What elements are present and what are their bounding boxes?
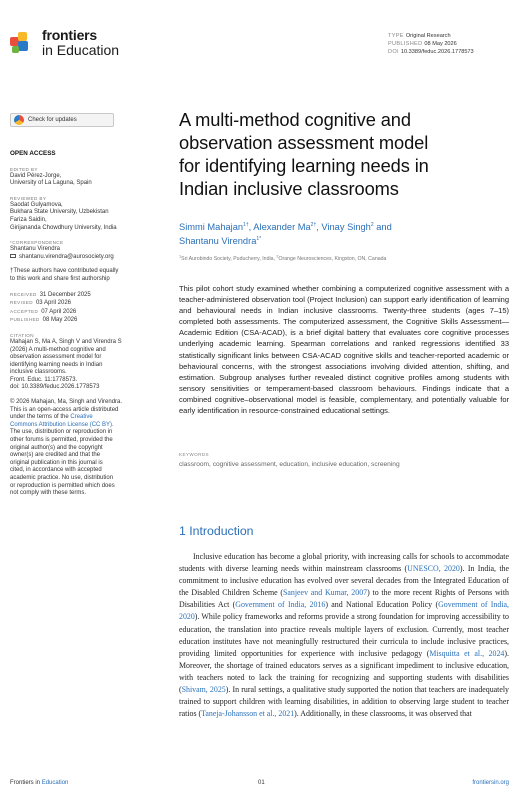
note-line: †These authors have contributed equally: [10, 268, 119, 275]
license-link[interactable]: Creative: [70, 414, 93, 421]
editor-line: University of La Laguna, Spain: [10, 180, 92, 187]
text-run: ). Moreover, the shortage of trained educators serves as a significant impediment to inclusive education, with teachers noted to lack the training for recognizing and supporting students with disabilities (: [179, 648, 509, 695]
check-updates-icon: [14, 115, 24, 125]
intro-paragraph: [179, 551, 509, 720]
title-line: observation assessment model: [179, 132, 429, 153]
title-line: A multi-method cognitive and: [179, 109, 411, 130]
citation-link[interactable]: Government of India, 2016: [235, 600, 326, 610]
citation-link[interactable]: Shivam, 2025: [181, 685, 226, 695]
text-run: ). Additionally, in these classrooms, it was observed that: [294, 709, 472, 719]
section-heading: 1 Introduction: [179, 524, 254, 538]
citation-line: inclusive classrooms.: [10, 369, 67, 376]
license-line: academic practice. No use, distribution: [10, 475, 114, 481]
title-line: for identifying learning needs in: [179, 155, 429, 176]
edited-by-block: [10, 166, 168, 188]
correspondence-block: [10, 239, 168, 261]
citation-link[interactable]: Government of India, 2020: [179, 600, 509, 622]
article-meta: [388, 32, 474, 56]
edited-by-label: EDITED BY: [10, 166, 38, 172]
accepted-label: ACCEPTED: [10, 308, 39, 314]
affil-sup: 2: [276, 254, 279, 259]
text-run: ). While policy frameworks and reforms provide a strong foundation for improving accessibility to education, the translation into practice reveals multiple layers of exclusion. Currently, most teacher education institutes have not meaningfully restructured their curricula to include inclusive practices, providing limited opportunities for experience with inclusive pedagogy (: [179, 612, 509, 658]
citation-link[interactable]: Taneja-Johansson et al., 2021: [201, 709, 295, 719]
keywords: classroom, cognitive assessment, education, inclusive education, screening: [179, 461, 400, 468]
license-line: other forums is permitted, provided the: [10, 437, 113, 444]
reviewer-line: Bukhara State University, Uzbekistan: [10, 209, 109, 216]
license-line: or reproduction is permitted which does: [10, 482, 115, 489]
author-link[interactable]: Alexander Ma: [253, 222, 311, 232]
affiliation: Sri Aurobindo Society, Puducherry, India,: [181, 256, 275, 262]
text-run: ) and National Education Policy (: [325, 600, 439, 610]
author-list: Simmi Mahajan$^{1\dagger}$, Alexander $Ma^{2\dagger}$, Vinay Singh$^2$ and Shantanu Virendra$^{1*}$: [179, 221, 392, 246]
sidebar-published-date: 08 May 2026: [42, 317, 78, 324]
reviewer-line: Saodat Gulyamova,: [10, 201, 63, 208]
citation-label: CITATION: [10, 332, 34, 338]
author-sup: 2†: [310, 221, 317, 228]
check-for-updates-button[interactable]: [10, 113, 114, 127]
reviewer-line: Girijananda Chowdhury University, India: [10, 224, 117, 231]
revised-date: 03 April 2026: [35, 300, 71, 307]
doi-value[interactable]: 10.3389/feduc.2026.1778573: [400, 49, 474, 55]
received-date: 31 December 2025: [39, 291, 91, 298]
sidebar: [10, 150, 168, 505]
note-line: to this work and share first authorship: [10, 275, 110, 282]
type-label: TYPE: [388, 33, 404, 39]
reviewer-line: Fariza Saidin,: [10, 216, 47, 223]
text-run: ) to the more recent Rights of Persons with Disabilities Act (: [179, 588, 509, 610]
citation-link[interactable]: UNESCO, 2020: [407, 564, 460, 574]
published-value: 08 May 2026: [424, 41, 457, 47]
license-line: The use, distribution or reproduction in: [10, 429, 113, 436]
correspondence-email[interactable]: shantanu.virendra@aurosociety.org: [19, 253, 114, 260]
copyright-line: © 2026 Mahajan, Ma, Singh and Virendra.: [10, 399, 123, 406]
frontiers-logo-icon: [10, 32, 36, 56]
license-link[interactable]: Commons Attribution License (CC BY).: [10, 421, 114, 428]
citation-block: [10, 332, 168, 392]
article-title: [179, 108, 509, 200]
open-access-label: OPEN ACCESS: [10, 150, 56, 157]
author-sup: 1*: [256, 235, 262, 242]
logo-brand: frontiers: [42, 27, 97, 43]
text-run: ). In rural settings, a qualitative study supported the notion that teachers are inadequately trained to support children with learning disabilities, in addition to observing large student to teacher ratios (: [179, 685, 509, 719]
reviewed-by-block: [10, 195, 168, 232]
title-line: Indian inclusive classrooms: [179, 178, 399, 199]
keywords-label: KEYWORDS: [179, 452, 209, 457]
email-icon: [10, 254, 16, 259]
copyright-line: This is an open-access article distributed: [10, 406, 119, 413]
author-link[interactable]: Vinay Singh: [321, 222, 371, 232]
doi-label: DOI: [388, 49, 399, 55]
license-line: not comply with these terms.: [10, 490, 87, 497]
text-run: ). In India, the commitment to inclusive education has evolved over several decades from the Integrated Education of the Disabled Children Scheme (: [179, 564, 509, 598]
footer-site-link[interactable]: frontiersin.org: [472, 780, 509, 786]
license-line: original author(s) and the copyright: [10, 444, 103, 451]
journal-logo[interactable]: [10, 28, 119, 58]
author-sup: 1†: [243, 221, 249, 228]
equal-contribution-note: [10, 268, 168, 283]
page-number: 01: [258, 780, 265, 786]
correspondence-label: *CORRESPONDENCE: [10, 240, 64, 246]
published-label: PUBLISHED: [388, 41, 423, 47]
affil-sup: 1: [179, 254, 182, 259]
affiliation: Orange Neurosciences, Kingston, ON, Canada: [278, 256, 387, 262]
citation-line: Front. Educ. 11:1778573.: [10, 376, 78, 383]
license-line: owner(s) are credited and that the: [10, 452, 101, 459]
reviewed-by-label: REVIEWED BY: [10, 195, 47, 201]
copyright-block: [10, 399, 168, 498]
license-line: original publication in this journal is: [10, 459, 103, 466]
affiliations: [179, 256, 509, 262]
abstract: This pilot cohort study examined whether combining a computerized cognitive assessment with a teacher-administered observation tool (Project Inclusion) can support early identification of learning and behavioural needs in Indian inclusive classrooms. Twenty-three students (ages 7–15) completed both assessments. The computerized assessment, the Cognitive Skills Assessment—Academic Edition (CSA-ACAD), is a brief digital battery that evaluates core cognitive processes underlying academic learning. Spearman correlations and ranked regressions identified 33 statistically significant links between CSA-ACAD cognitive skills and teacher-reported academic or behavioural concerns, with the strongest associations involving divided attention, shifting, and estimation. Subgroup analyses further revealed distinct cognitive profiles among students with sensory sensitivities or temperament-based classroom behaviours. Findings indicate that a combined cognitive–observational model is feasible, complementary, and potentially valuable for early identification in resource-constrained educational settings.: [179, 284, 509, 416]
dates-block: [10, 291, 168, 325]
type-value: Original Research: [405, 33, 451, 39]
introduction-body: [179, 551, 509, 720]
citation-line: observation assessment model for: [10, 354, 102, 361]
citation-link[interactable]: Misquitta et al., 2024: [429, 648, 505, 658]
footer-journal: [10, 780, 68, 786]
citation-link[interactable]: Sanjeev and Kumar, 2007: [283, 588, 368, 598]
license-line: cited, in accordance with accepted: [10, 467, 102, 474]
citation-line: doi: 10.3389/feduc.2026.1778573: [10, 384, 100, 391]
correspondence-name: Shantanu Virendra: [10, 246, 60, 253]
license-prefix: under the terms of the: [10, 414, 71, 421]
footer-prefix: Frontiers in: [10, 780, 42, 786]
citation-line: Mahajan S, Ma A, Singh V and Virendra S: [10, 338, 122, 345]
citation-line: identifying learning needs in Indian: [10, 361, 103, 368]
footer-journal-link[interactable]: Education: [41, 780, 69, 786]
author-sup: 2: [370, 221, 374, 228]
text-run: Inclusive education has become a global priority, with increasing calls for schools to accommodate students with diverse learning needs within mainstream classrooms (: [179, 552, 509, 574]
author-and: and: [373, 222, 392, 232]
received-label: RECEIVED: [10, 291, 37, 297]
sidebar-published-label: PUBLISHED: [10, 317, 40, 323]
author-link[interactable]: Simmi Mahajan: [179, 222, 244, 232]
citation-line: (2026) A multi-method cognitive and: [10, 346, 106, 353]
author-link[interactable]: Shantanu Virendra: [179, 236, 257, 246]
revised-label: REVISED: [10, 300, 33, 306]
accepted-date: 07 April 2026: [41, 308, 77, 315]
check-for-updates-label: Check for updates: [28, 117, 77, 123]
editor-line: David Pérez-Jorge,: [10, 172, 62, 179]
logo-journal: in Education: [42, 42, 120, 58]
